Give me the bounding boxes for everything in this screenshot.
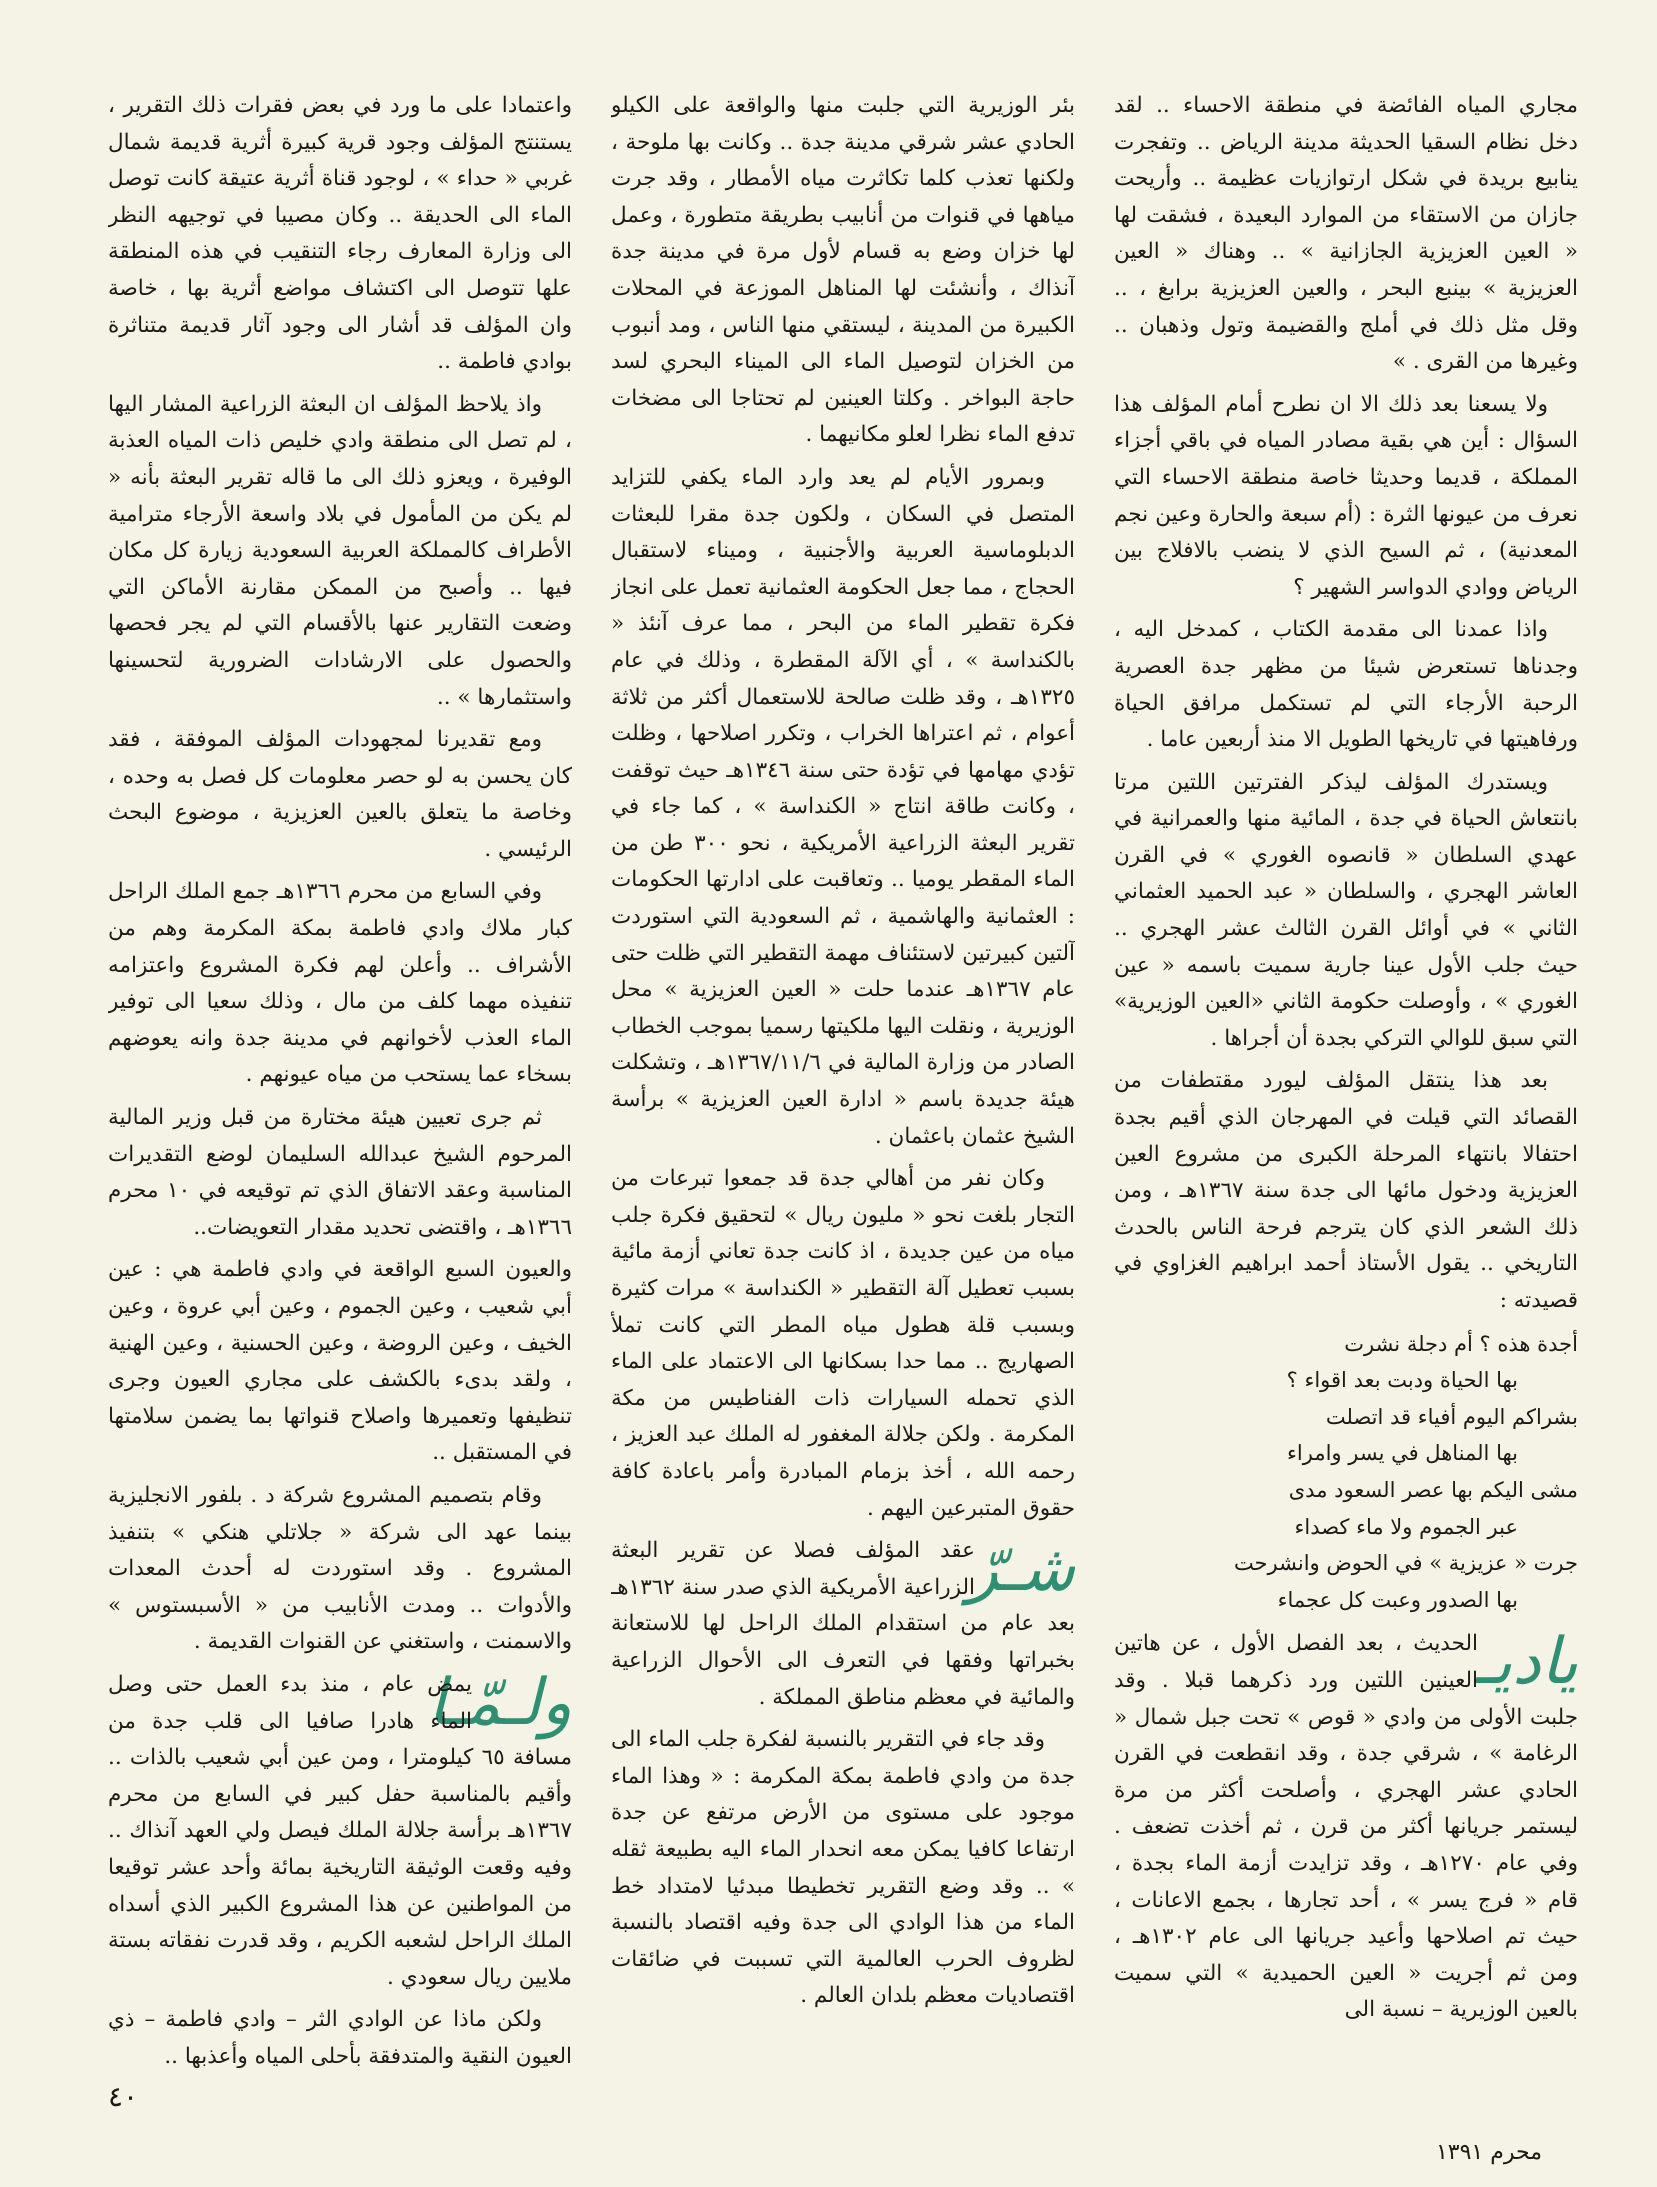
paragraph: ولا يسعنا بعد ذلك الا ان نطرح أمام المؤلف هذا السؤال : أين هي بقية مصادر المياه في باقي أجزاء المملكة ، قديما وحديثا خاصة منطقة الاحساء التي نعرف من عيونها الثرة : (أم سبعة والحارة وعين نجم المعدنية) ، ثم السيح الذي لا ينضب بالافلاج بين الرياض ووادي الدواسر الشهير ؟: [1114, 391, 1578, 600]
poem-line: بها الحياة ودبت بعد اقواء ؟: [1286, 1368, 1518, 1393]
paragraph: والعيون السبع الواقعة في وادي فاطمة هي : عين أبي شعيب ، وعين الجموم ، وعين أبي عروة ، وعين الخيف ، وعين الروضة ، وعين الحسنية ، وعين الهنية ، ولقد بدىء بالكشف على مجاري العيون وجرى تنظيفها وتعميرها واصلاح قنواتها بما يضمن سلامتها في المستقبل ..: [108, 1257, 572, 1466]
drop-word: ياديـ: [1475, 1625, 1578, 1700]
page-number: ٤٠: [108, 2080, 139, 2113]
paragraph: ولكن ماذا عن الوادي الثر – وادي فاطمة – ذي العيون النقية والمتدفقة بأحلى المياه وأعذبها ..: [108, 2007, 572, 2068]
drop-word: شـرّ: [967, 1532, 1075, 1607]
poem-line: أجدة هذه ؟ أم دجلة نشرت: [1344, 1331, 1578, 1356]
paragraph: بئر الوزيرية التي جلبت منها والواقعة على الكيلو الحادي عشر شرقي مدينة جدة .. وكانت بها ملوحة ، ولكنها تعذب كلما تكاثرت مياه الأمطار ، وقد جرت مياهها في قنوات من أنابيب بطريقة متطورة ، وعمل لها خزان وضع به قسام لأول مرة في مدينة جدة آنذاك ، وأنشئت لها المناهل الموزعة في المحلات الكبيرة من المدينة ، ليستقي منها الناس ، ومد أنبوب من الخزان لتوصيل الماء الى الميناء البحري لسد حاجة البواخر . وكلتا العينين لم تحتاجا الى مضخات تدفع الماء نظرا لعلو مكانيهما .: [611, 93, 1075, 448]
article-columns: [108, 88, 1578, 2068]
poem-line: بها المناهل في يسر وامراء: [1287, 1441, 1518, 1466]
poem: [1114, 1326, 1578, 1619]
paragraph: الحديث ، بعد الفصل الأول ، عن هاتين العينين اللتين ورد ذكرهما قبلا . وقد جلبت الأولى من وادي « قوص » تحت جبل شمال « الرغامة » ، شرقي جدة ، وقد انقطعت في القرن الحادي عشر الهجري ، وأصلحت أكثر من مرة ليستمر جريانها أكثر من قرن ، ثم أخذت تضعف . وفي عام ١٢٧٠هـ ، وقد تزايدت أزمة الماء بجدة ، قام « فرج يسر » ، أحد تجارها ، بجمع الاعانات ، حيث تم اصلاحها وأعيد جريانها الى عام ١٣٠٢هـ ، ومن ثم أجريت « العين الحميدية » التي سميت بالعين الوزيرية – نسبة الى: [1114, 1631, 1578, 2023]
drop-word: ولـمّـا: [427, 1665, 572, 1740]
column-right: [1114, 88, 1578, 2068]
paragraph: وبمرور الأيام لم يعد وارد الماء يكفي للتزايد المتصل في السكان ، ولكون جدة مقرا للبعثات الدبلوماسية العربية والأجنبية ، وميناء لاستقبال الحجاج ، مما جعل الحكومة العثمانية تعمل على انجاز فكرة تقطير الماء من البحر ، مما عرف آنئذ « بالكنداسة » ، أي الآلة المقطرة ، وذلك في عام ١٣٢٥هـ ، وقد ظلت صالحة للاستعمال أكثر من ثلاثة أعوام ، ثم اعتراها الخراب ، وتكرر اصلاحها ، وظلت تؤدي مهامها في تؤدة حتى سنة ١٣٤٦هـ حيث توقفت ، وكانت طاقة انتاج « الكنداسة » ، كما جاء في تقرير البعثة الزراعية الأمريكية ، نحو ٣٠٠ طن من الماء المقطر يوميا .. وتعاقبت على ادارتها الحكومات : العثمانية والهاشمية ، ثم السعودية التي استوردت آلتين كبيرتين لاستئناف مهمة التقطير التي ظلت حتى عام ١٣٦٧هـ عندما حلت « العين العزيزية » محل الوزيرية ، ونقلت اليها ملكيتها رسميا بموجب الخطاب الصادر من وزارة المالية في ١٣٦٧/١١/٦هـ ، وتشكلت هيئة جديدة باسم « ادارة العين العزيزية » برأسة الشيخ عثمان باعثمان .: [611, 464, 1075, 1149]
paragraph: ومع تقديرنا لمجهودات المؤلف الموفقة ، فقد كان يحسن به لو حصر معلومات كل فصل به وحده ، وخاصة ما يتعلق بالعين العزيزية ، موضوع البحث الرئيسي .: [108, 727, 572, 862]
paragraph: ويستدرك المؤلف ليذكر الفترتين اللتين مرتا بانتعاش الحياة في جدة ، المائية منها والعمرانية في عهدي السلطان « قانصوه الغوري » في القرن العاشر الهجري ، والسلطان « عبد الحميد العثماني الثاني » في أوائل القرن الثالث عشر الهجري .. حيث جلب الأول عينا جارية سميت باسمه « عين الغوري » ، وأوصلت حكومة الثاني «العين الوزيرية» التي سبق للوالي التركي بجدة أن أجراها .: [1114, 769, 1578, 1051]
poem-line: عبر الجموم ولا ماء كصداء: [1294, 1514, 1518, 1539]
poem-line: جرت « عزيزية » في الحوض وانشرحت: [1233, 1551, 1578, 1576]
section-with-drop-word: [611, 1533, 1075, 1716]
paragraph: مجاري المياه الفائضة في منطقة الاحساء .. لقد دخل نظام السقيا الحديثة مدينة الرياض .. وتفجرت ينابيع بريدة في شكل ارتوازيات عظيمة .. وأريحت جازان من الاستقاء من الموارد البعيدة ، فشقت لها « العين العزيزية الجازانية » .. وهناك « العين العزيزية » بينبع البحر ، والعين العزيزية برابغ ، .. وقل مثل ذلك في أملج والقضيمة وتول وذهبان .. وغيرها من القرى . »: [1114, 93, 1578, 375]
section-with-drop-word: [108, 1667, 572, 1996]
paragraph: وفي السابع من محرم ١٣٦٦هـ جمع الملك الراحل كبار ملاك وادي فاطمة بمكة المكرمة وهم من الأشراف .. وأعلن لهم فكرة المشروع واعتزامه تنفيذه مهما كلف من مال ، وذلك سعيا الى توفير الماء العذب لأخوانهم في مدينة جدة وانه يعوضهم بسخاء عما يستحب من مياه عيونهم .: [108, 879, 572, 1088]
column-middle: [611, 88, 1075, 2068]
poem-line: مشى اليكم بها عصر السعود مدى: [1288, 1477, 1578, 1502]
paragraph: وقد جاء في التقرير بالنسبة لفكرة جلب الماء الى جدة من وادي فاطمة بمكة المكرمة : « وهذا الماء موجود على مستوى من الأرض مرتفع عن جدة ارتفاعا كافيا يمكن معه انحدار الماء اليه بطبيعة ثقله » .. وقد وضع التقرير تخطيطا مبدئيا لامتداد خط الماء من هذا الوادي الى جدة وفيه اقتصاد بالنسبة لظروف الحرب العالمية التي تسببت في ضائقات اقتصاديات معظم بلدان العالم .: [611, 1727, 1075, 2009]
paragraph: عقد المؤلف فصلا عن تقرير البعثة الزراعية الأمريكية الذي صدر سنة ١٣٦٢هـ بعد عام من استقدام الملك الراحل لها للاستعانة بخبراتها وفقها في التعرف الى الأحوال الزراعية والمائية في معظم مناطق المملكة .: [611, 1538, 1075, 1710]
paragraph: واذا عمدنا الى مقدمة الكتاب ، كمدخل اليه ، وجدناها تستعرض شيئا من مظهر جدة العصرية الرحبة الأرجاء التي لم تستكمل مرافق الحياة ورفاهيتها في تاريخها الطويل الا منذ أربعين عاما .: [1114, 617, 1578, 753]
section-with-drop-word: [1114, 1626, 1578, 2029]
paragraph: واعتمادا على ما ورد في بعض فقرات ذلك التقرير ، يستنتج المؤلف وجود قرية كبيرة أثرية قديمة شمال غربي « حداء » ، لوجود قناة أثرية عتيقة كانت توصل الماء الى الحديقة .. وكان مصيبا في توجيهه النظر الى وزارة المعارف رجاء التنقيب في هذه المنطقة علها تتوصل الى اكتشاف مواضع أثرية بها ، خاصة وان المؤلف قد أشار الى وجود آثار قديمة متناثرة بوادي فاطمة ..: [108, 93, 572, 375]
paragraph: بعد هذا ينتقل المؤلف ليورد مقتطفات من القصائد التي قيلت في المهرجان الذي أقيم بجدة احتفالا بانتهاء المرحلة الكبرى من مشروع العين العزيزية ودخول مائها الى جدة سنة ١٣٦٧هـ ، ومن ذلك الشعر الذي كان يترجم فرحة الناس بالحدث التاريخي .. يقول الأستاذ أحمد ابراهيم الغزاوي في قصيدته :: [1114, 1068, 1578, 1313]
paragraph: واذ يلاحظ المؤلف ان البعثة الزراعية المشار اليها ، لم تصل الى منطقة وادي خليص ذات المياه العذبة الوفيرة ، ويعزو ذلك الى ما قاله تقرير البعثة بأنه « لم يكن من المأمول في بلاد واسعة الأرجاء مترامية الأطراف كالمملكة العربية السعودية زيارة كل مكان فيها .. وأصبح من الممكن مقارنة الأماكن التي وضعت التقارير عنها بالأقسام التي لم يجر فحصها والحصول على الارشادات الضرورية لتحسينها واستثمارها » ..: [108, 391, 572, 710]
poem-line: بشراكم اليوم أفياء قد اتصلت: [1325, 1404, 1578, 1429]
paragraph: وكان نفر من أهالي جدة قد جمعوا تبرعات من التجار بلغت نحو « مليون ريال » لتحقيق فكرة جلب مياه من عين جديدة ، اذ كانت جدة تعاني أزمة مائية بسبب تعطيل آلة التقطير « الكنداسة » مرات كثيرة وبسبب قلة هطول مياه المطر التي كانت تملأ الصهاريج .. مما حدا بسكانها الى الاعتماد على الماء الذي تحمله السيارات ذات الفناطيس من مكة المكرمة . ولكن جلالة المغفور له الملك عبد العزيز ، رحمه الله ، أخذ بزمام المبادرة وأمر باعادة كافة حقوق المتبرعين اليهم .: [611, 1166, 1075, 1521]
paragraph: ثم جرى تعيين هيئة مختارة من قبل وزير المالية المرحوم الشيخ عبدالله السليمان لوضع التقديرات المناسبة وعقد الاتفاق الذي تم توقيعه في ١٠ محرم ١٣٦٦هـ ، واقتضى تحديد مقدار التعويضات..: [108, 1105, 572, 1240]
paragraph: يمض عام ، منذ بدء العمل حتى وصل الماء هادرا صافيا الى قلب جدة من مسافة ٦٥ كيلومترا ، ومن عين أبي شعيب بالذات .. وأقيم بالمناسبة حفل كبير في السابع من محرم ١٣٦٧هـ برأسة جلالة الملك فيصل ولي العهد آنذاك .. وفيه وقعت الوثيقة التاريخية بمائة وأحد عشر توقيعا من المواطنين عن هذا المشروع الكبير الذي أسداه الملك الراحل لشعبه الكريم ، وقد قدرت نفقاته بستة ملايين ريال سعودي .: [108, 1671, 572, 1990]
issue-date: محرم ١٣٩١: [1435, 2140, 1542, 2165]
column-left: [108, 88, 572, 2068]
poem-line: بها الصدور وعبت كل عجماء: [1277, 1587, 1518, 1612]
paragraph: وقام بتصميم المشروع شركة د . بلفور الانجليزية بينما عهد الى شركة « جلاتلي هنكي » بتنفيذ المشروع . وقد استوردت له أحدث المعدات والأدوات .. ومدت الأنابيب من « الأسبستوس » والاسمنت ، واستغني عن القنوات القديمة .: [108, 1482, 572, 1655]
